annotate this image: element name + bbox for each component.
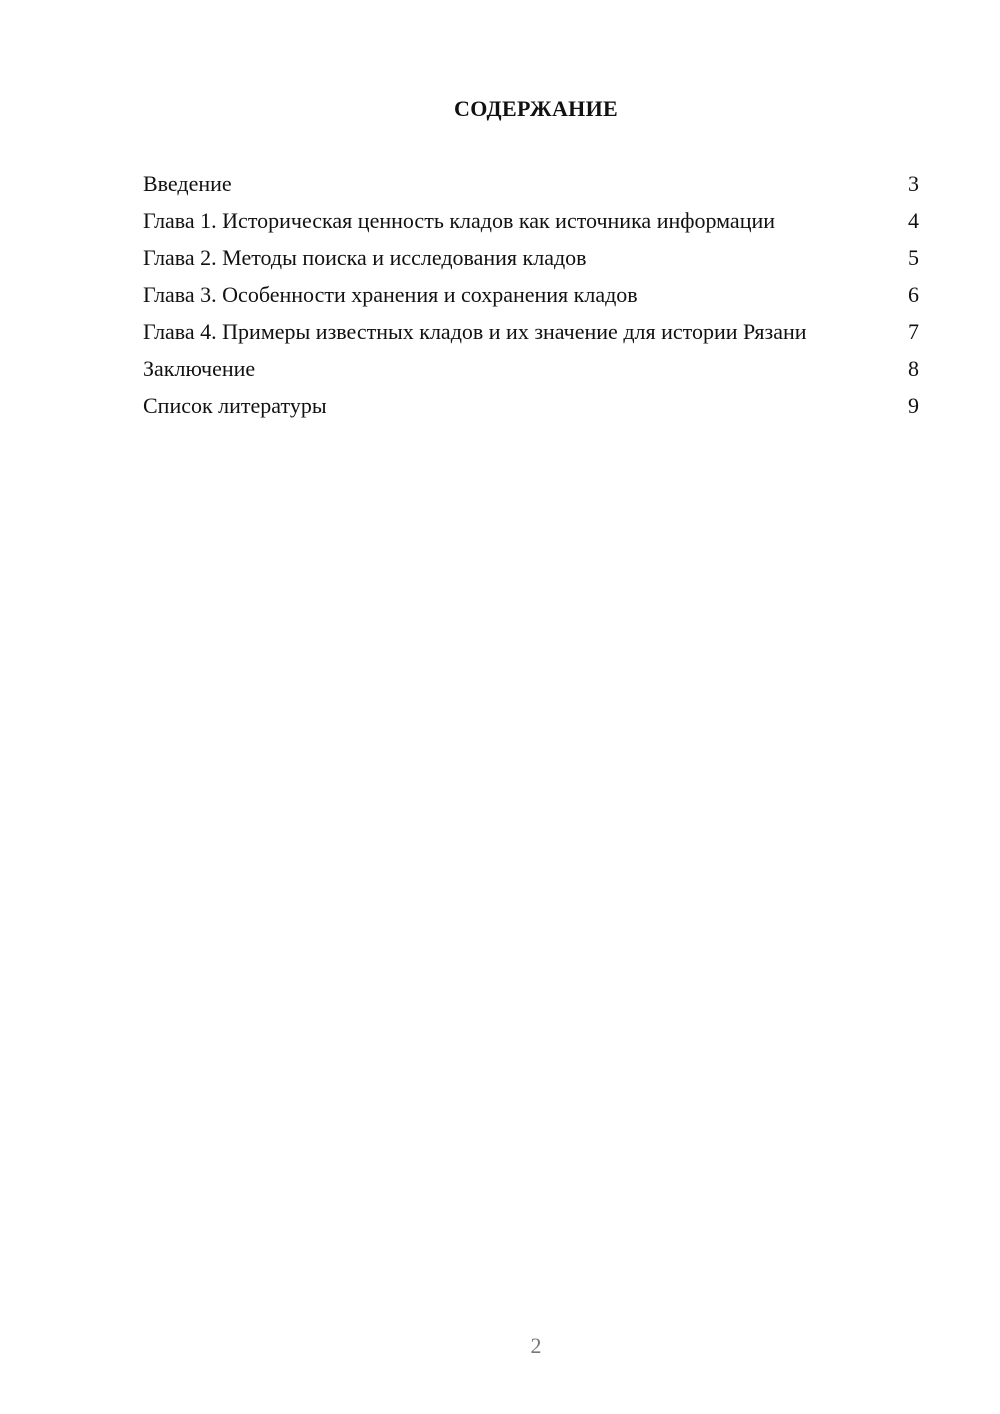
toc-entry-chapter-4 bbox=[143, 318, 919, 346]
toc-entry-page: 3 bbox=[908, 171, 919, 196]
toc-entry-chapter-2 bbox=[143, 244, 919, 272]
toc-entry-page: 6 bbox=[908, 282, 919, 307]
toc-entry-title: Список литературы bbox=[143, 393, 327, 418]
toc-entry-title: Глава 2. Методы поиска и исследования кладов bbox=[143, 245, 587, 270]
toc-entry-title: Глава 4. Примеры известных кладов и их значение для истории Рязани bbox=[143, 319, 807, 344]
toc-entry-page: 8 bbox=[908, 356, 919, 381]
toc-heading: СОДЕРЖАНИЕ bbox=[454, 96, 618, 121]
page-number: 2 bbox=[530, 1333, 542, 1358]
toc-entry-chapter-1 bbox=[143, 207, 919, 235]
toc-entry-conclusion bbox=[143, 355, 919, 383]
toc-entry-page: 9 bbox=[908, 393, 919, 418]
toc-entry-chapter-3 bbox=[143, 281, 919, 309]
toc-entry-title: Заключение bbox=[143, 356, 256, 381]
toc-entry-page: 4 bbox=[908, 208, 919, 233]
toc-entry-references bbox=[143, 392, 919, 420]
toc-entry-page: 5 bbox=[908, 245, 919, 270]
toc-entry-page: 7 bbox=[908, 319, 919, 344]
toc-entry-introduction bbox=[143, 170, 919, 198]
toc-entry-title: Глава 1. Историческая ценность кладов как источника информации bbox=[143, 208, 776, 233]
toc-entry-title: Глава 3. Особенности хранения и сохранения кладов bbox=[143, 282, 638, 307]
toc-entry-title: Введение bbox=[143, 171, 232, 196]
table-of-contents bbox=[143, 170, 919, 429]
